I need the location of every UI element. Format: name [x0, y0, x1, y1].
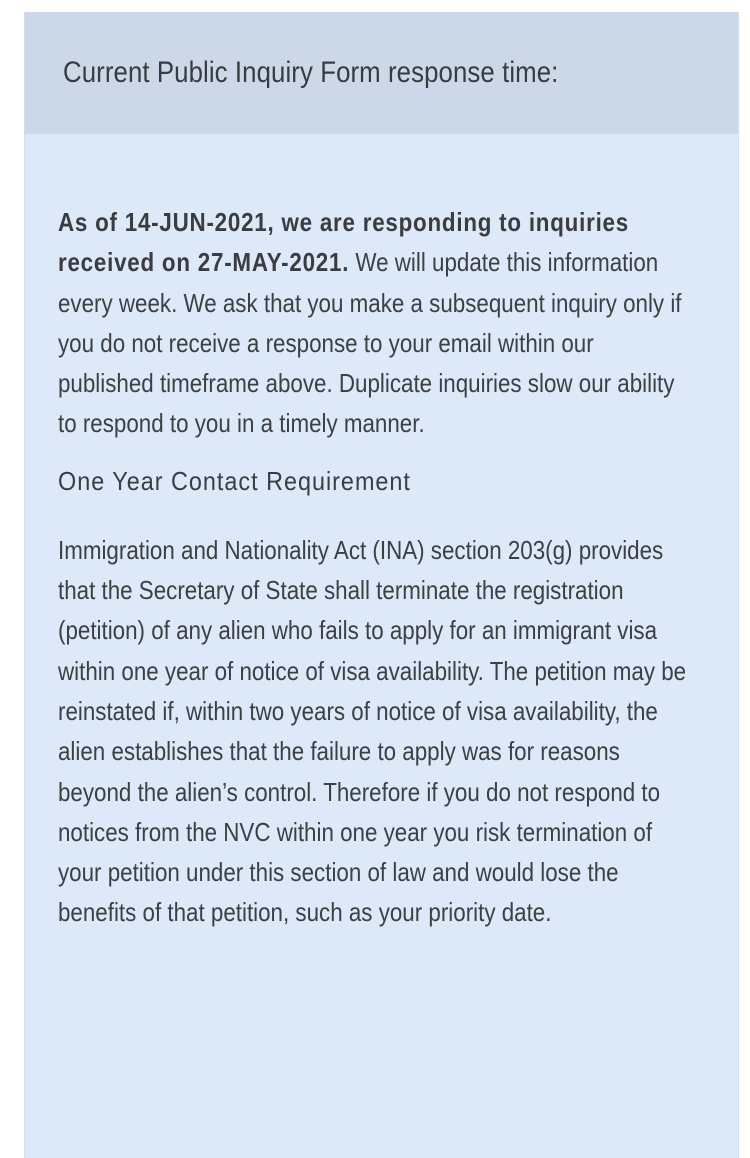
- inquiry-info-panel: [24, 12, 739, 1158]
- contact-requirement-paragraph: Immigration and Nationality Act (INA) section 203(g) provides that the Secretary of State shall terminate the registration (petition) of any alien who fails to apply for an immigrant visa within one year of notice of visa availability. The petition may be reinstated if, within two years of notice of visa availability, the alien establishes that the failure to apply was for reasons beyond the alien’s control. Therefore if you do not respond to notices from the NVC within one year you risk termination of your petition under this section of law and would lose the benefits of that petition, such as your priority date.: [58, 534, 687, 928]
- contact-requirement-heading: One Year Contact Requirement: [58, 465, 411, 496]
- response-time-lead: As of 14-JUN-2021, we are responding to inquiries received on 27-MAY-2021.: [58, 207, 629, 278]
- panel-body: [25, 134, 738, 933]
- panel-title: Current Public Inquiry Form response time:: [63, 56, 559, 89]
- response-time-body: We will update this information every week. We ask that you make a subsequent inquiry only if you do not receive a response to your email within our published timeframe above. Duplicate inquiries slow our ability to respond to you in a timely manner.: [58, 247, 682, 439]
- response-time-paragraph: [58, 202, 694, 444]
- panel-header: [25, 12, 738, 134]
